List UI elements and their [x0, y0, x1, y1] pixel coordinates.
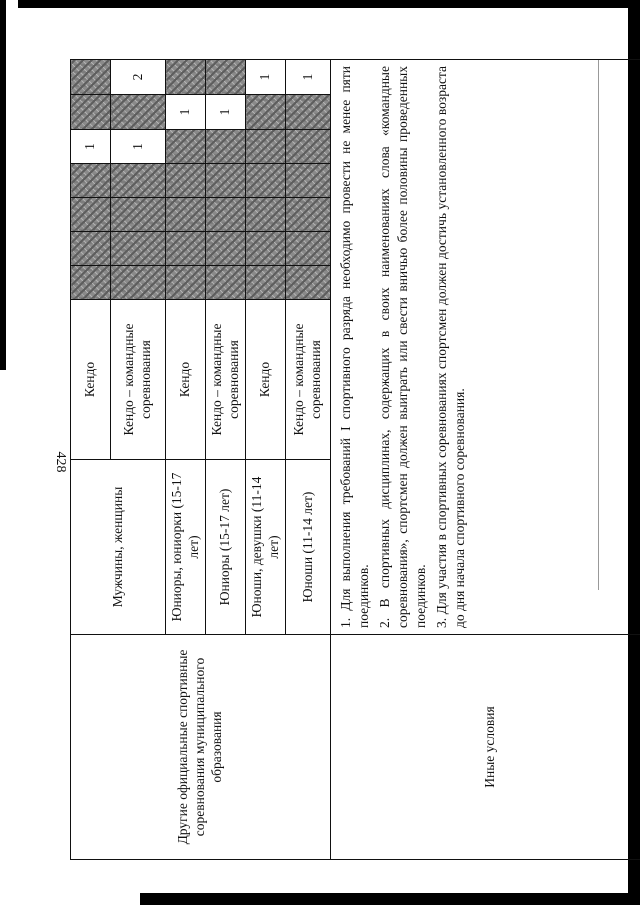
- shaded-cell: [71, 266, 111, 300]
- shaded-cell: [71, 60, 111, 95]
- shaded-cell: [166, 266, 206, 300]
- shaded-cell: [71, 164, 111, 198]
- shaded-cell: [246, 95, 286, 130]
- value-cell: 1: [111, 130, 166, 164]
- shaded-cell: [111, 266, 166, 300]
- rotated-table-container: [70, 60, 640, 860]
- value-cell: 1: [206, 95, 246, 130]
- shaded-cell: [286, 266, 331, 300]
- shaded-cell: [206, 198, 246, 232]
- shaded-cell: [111, 232, 166, 266]
- shaded-cell: [206, 60, 246, 95]
- shaded-cell: [206, 232, 246, 266]
- condition-item: 2. В спортивных дисциплинах, содержащих в своих наименованиях слова «командные соревнования», спортсмен должен выиграть или свести вничью более половины проведенных поединков.: [376, 66, 428, 628]
- group-cell: Юноши (11-14 лет): [286, 460, 331, 635]
- value-cell: 1: [71, 130, 111, 164]
- other-conditions-cell: [331, 60, 640, 635]
- shaded-cell: [246, 266, 286, 300]
- shaded-cell: [246, 130, 286, 164]
- other-conditions-label: Иные условия: [331, 635, 640, 860]
- value-cell: 2: [111, 60, 166, 95]
- shaded-cell: [111, 95, 166, 130]
- shaded-cell: [166, 130, 206, 164]
- shaded-cell: [286, 95, 331, 130]
- requirements-table: [70, 59, 640, 860]
- shaded-cell: [286, 198, 331, 232]
- discipline-cell: Кендо – командные соревнования: [286, 300, 331, 460]
- shaded-cell: [111, 164, 166, 198]
- discipline-cell: Кендо: [246, 300, 286, 460]
- discipline-cell: Кендо – командные соревнования: [111, 300, 166, 460]
- shaded-cell: [286, 164, 331, 198]
- table-row: [331, 60, 640, 860]
- condition-item: 1. Для выполнения требований I спортивного разряда необходимо провести не менее пяти поединков.: [338, 66, 371, 628]
- shaded-cell: [166, 232, 206, 266]
- shaded-cell: [71, 95, 111, 130]
- shaded-cell: [166, 198, 206, 232]
- scan-border-left: [0, 0, 6, 370]
- shaded-cell: [246, 198, 286, 232]
- group-cell: Юниоры, юниорки (15-17 лет): [166, 460, 206, 635]
- group-cell: Юниоры (15-17 лет): [206, 460, 246, 635]
- value-cell: 1: [166, 95, 206, 130]
- shaded-cell: [286, 130, 331, 164]
- shaded-cell: [206, 164, 246, 198]
- shaded-cell: [71, 232, 111, 266]
- condition-item: 3. Для участия в спортивных соревнованиях спортсмен должен достичь установленного возраста до дня начала спортивного соревнования.: [433, 66, 467, 628]
- shaded-cell: [166, 60, 206, 95]
- shaded-cell: [286, 232, 331, 266]
- discipline-cell: Кендо: [71, 300, 111, 460]
- value-cell: 1: [286, 60, 331, 95]
- shaded-cell: [246, 164, 286, 198]
- scan-border-top: [18, 0, 640, 8]
- shaded-cell: [206, 266, 246, 300]
- table-row: [71, 60, 111, 860]
- scan-border-bottom: [140, 893, 640, 905]
- section-label: Другие официальные спортивные соревнования муниципального образования: [71, 635, 331, 860]
- shaded-cell: [166, 164, 206, 198]
- group-cell: Юноши, девушки (11-14 лет): [246, 460, 286, 635]
- shaded-cell: [71, 198, 111, 232]
- shaded-cell: [206, 130, 246, 164]
- shaded-cell: [246, 232, 286, 266]
- value-cell: 1: [246, 60, 286, 95]
- shaded-cell: [111, 198, 166, 232]
- discipline-cell: Кендо – командные соревнования: [206, 300, 246, 460]
- discipline-cell: Кендо: [166, 300, 206, 460]
- page-number: 428: [53, 451, 68, 473]
- group-cell: Мужчины, женщины: [71, 460, 166, 635]
